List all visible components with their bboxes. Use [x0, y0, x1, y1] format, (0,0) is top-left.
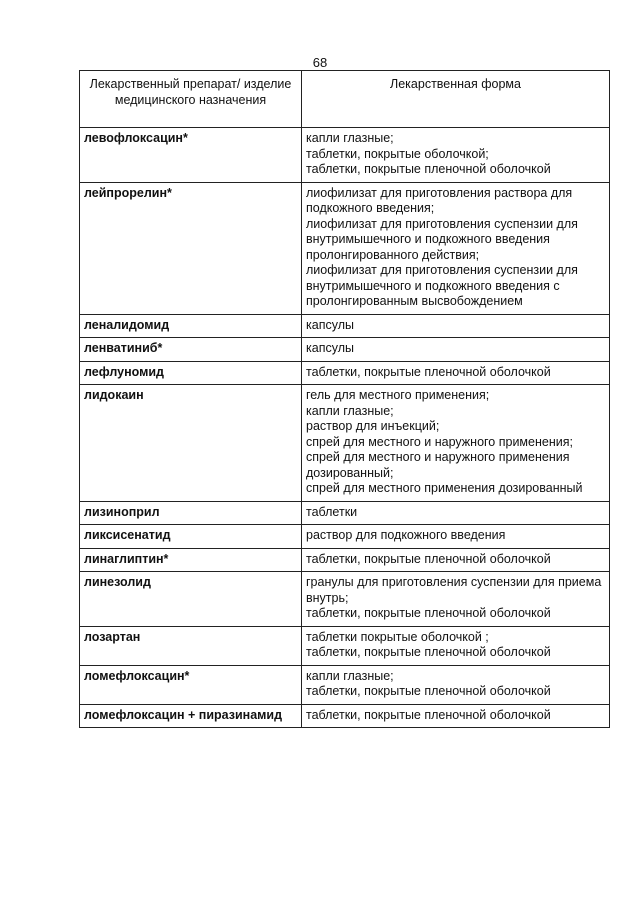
dosage-form-cell [302, 626, 610, 665]
drug-name-cell: линезолид [80, 572, 302, 627]
table-row [80, 128, 610, 183]
dosage-form-line: таблетки, покрытые пленочной оболочкой [306, 162, 551, 176]
dosage-form-line: таблетки, покрытые пленочной оболочкой [306, 684, 551, 698]
header-form: Лекарственная форма [302, 71, 610, 128]
dosage-form-line: капли глазные; [306, 403, 394, 418]
dosage-form-line: капли глазные; [306, 131, 394, 145]
table-row [80, 572, 610, 627]
dosage-form-cell [302, 128, 610, 183]
dosage-form-line: спрей для местного и наружного применения; [306, 434, 573, 449]
dosage-form-line: таблетки, покрытые пленочной оболочкой [306, 551, 551, 566]
dosage-form-line: спрей для местного применения дозированный [306, 481, 583, 495]
dosage-form-line: гель для местного применения; [306, 388, 490, 402]
dosage-form-cell [302, 361, 610, 385]
dosage-form-cell [302, 182, 610, 314]
table-row [80, 314, 610, 338]
drug-name-cell: лозартан [80, 626, 302, 665]
dosage-form-line: таблетки покрытые оболочкой ; [306, 629, 489, 644]
table-body [80, 128, 610, 728]
dosage-form-line: лиофилизат для приготовления раствора для подкожного введения; [306, 185, 573, 215]
dosage-form-line: гранулы для приготовления суспензии для приема внутрь; [306, 575, 602, 605]
dosage-form-line: капли глазные; [306, 668, 394, 683]
table-row [80, 525, 610, 549]
dosage-form-line: капсулы [306, 341, 354, 355]
table-row [80, 548, 610, 572]
drug-name-cell: лефлуномид [80, 361, 302, 385]
drug-name-cell: лидокаин [80, 385, 302, 502]
dosage-form-line: лиофилизат для приготовления суспензии для внутримышечного и подкожного введения пролонгированного действия; [306, 216, 578, 262]
table-row [80, 501, 610, 525]
drug-name-cell: леналидомид [80, 314, 302, 338]
table-row [80, 626, 610, 665]
dosage-form-line: капсулы [306, 317, 354, 332]
dosage-form-line: раствор для подкожного введения [306, 528, 506, 542]
page-number: 68 [312, 55, 328, 70]
table-header-row [80, 71, 610, 128]
drug-name-cell: лейпрорелин* [80, 182, 302, 314]
drug-name-cell: ленватиниб* [80, 338, 302, 362]
table-row [80, 361, 610, 385]
dosage-form-line: таблетки, покрытые пленочной оболочкой [306, 707, 551, 722]
table-row [80, 665, 610, 704]
dosage-form-line: таблетки [306, 504, 358, 519]
drug-name-cell: ликсисенатид [80, 525, 302, 549]
header-drug: Лекарственный препарат/ изделие медицинского назначения [80, 71, 302, 128]
dosage-form-cell [302, 548, 610, 572]
dosage-form-line: таблетки, покрытые пленочной оболочкой [306, 606, 551, 620]
table-row [80, 338, 610, 362]
dosage-form-line: раствор для инъекций; [306, 419, 440, 433]
dosage-form-line: таблетки, покрытые оболочкой; [306, 146, 489, 161]
dosage-form-cell [302, 525, 610, 549]
dosage-form-line: таблетки, покрытые пленочной оболочкой [306, 364, 551, 379]
dosage-form-line: спрей для местного и наружного применения дозированный; [306, 450, 570, 480]
table-row [80, 385, 610, 502]
dosage-form-cell [302, 385, 610, 502]
table-row [80, 704, 610, 728]
drug-name-cell: левофлоксацин* [80, 128, 302, 183]
dosage-form-cell [302, 501, 610, 525]
dosage-form-cell [302, 704, 610, 728]
dosage-form-cell [302, 665, 610, 704]
dosage-form-cell [302, 572, 610, 627]
drug-name-cell: ломефлоксацин* [80, 665, 302, 704]
drug-name-cell: ломефлоксацин + пиразинамид [80, 704, 302, 728]
dosage-form-line: таблетки, покрытые пленочной оболочкой [306, 645, 551, 659]
dosage-form-cell [302, 338, 610, 362]
dosage-form-line: лиофилизат для приготовления суспензии для внутримышечного и подкожного введения с пролонгированным высвобождением [306, 263, 578, 308]
drug-name-cell: линаглиптин* [80, 548, 302, 572]
drug-name-cell: лизиноприл [80, 501, 302, 525]
dosage-form-cell [302, 314, 610, 338]
table-row [80, 182, 610, 314]
drug-table [79, 70, 610, 728]
